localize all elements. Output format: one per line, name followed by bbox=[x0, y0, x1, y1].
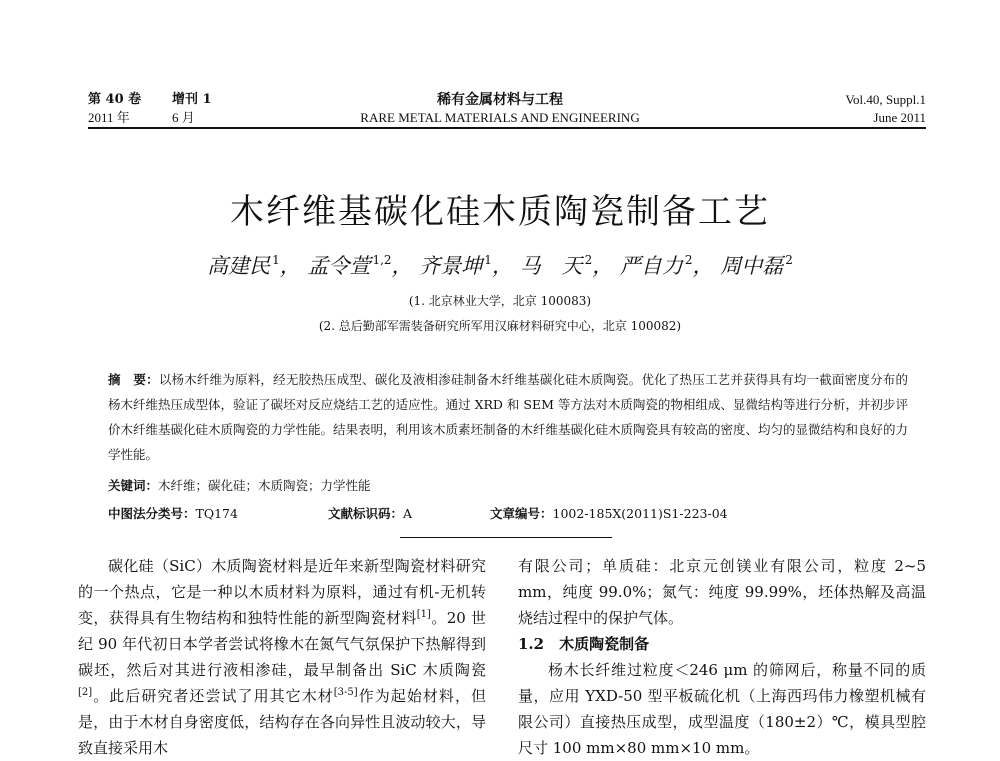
header-volume-en: Vol.40, Suppl.1 bbox=[845, 92, 926, 107]
article-number: 文章编号：1002-185X(2011)S1-223-04 bbox=[490, 506, 728, 521]
document-code: 文献标识码：A bbox=[328, 506, 413, 521]
body-paragraph: 有限公司；单质硅：北京元创镁业有限公司，粒度 2~5 mm，纯度 99.0%；氮气：纯度 99.99%，坯体热解及高温烧结过程中的保护气体。 bbox=[518, 557, 926, 627]
author: 高建民 $^1$ bbox=[207, 253, 280, 278]
header-issue: 增刊 1 bbox=[172, 92, 212, 107]
abstract bbox=[108, 367, 908, 467]
header-month: 6 月 bbox=[172, 110, 195, 125]
author-list: 高建民 $^1$， 孟令萱 $^{1,2}$， 齐景坤 $^1$， 马 天 $^2$， 严自力 $^2$， 周中磊 $^2$ bbox=[207, 253, 793, 278]
abstract-text: 以杨木纤维为原料，经无胶热压成型、碳化及液相渗硅制备木纤维基碳化硅木质陶瓷。优化了热压工艺并获得具有均一截面密度分布的杨木纤维热压成型体，验证了碳坯对反应烧结工艺的适应性。通过 XRD 和 SEM 等方法对木质陶瓷的物相组成、显微结构等进行分析，并初步评价木纤维基碳化硅木质陶瓷的力学性能。结果表明，利用该木质素坯制备的木纤维基碳化硅木质陶瓷具有较高的密度、均匀的显微结构和良好的力学性能。 bbox=[108, 372, 909, 462]
citation: [3-5] bbox=[333, 687, 358, 698]
separator-rule bbox=[400, 537, 612, 538]
journal-title-en: RARE METAL MATERIALS AND ENGINEERING bbox=[360, 110, 640, 125]
body-column-left bbox=[78, 553, 486, 761]
author: 严自力 $^2$ bbox=[619, 253, 693, 278]
affiliation-2: (2. 总后勤部军需装备研究所军用汉麻材料研究中心，北京 100082) bbox=[318, 319, 682, 333]
header-rule bbox=[88, 127, 926, 129]
affiliation-1: (1. 北京林业大学，北京 100083) bbox=[408, 294, 592, 308]
journal-title-cn: 稀有金属材料与工程 bbox=[437, 92, 563, 108]
author: 孟令萱 $^{1,2}$ bbox=[307, 253, 392, 278]
abstract-label: 摘 要： bbox=[108, 372, 159, 387]
author: 齐景坤 $^1$ bbox=[419, 253, 492, 278]
body-column-right bbox=[518, 553, 926, 761]
citation: [1] bbox=[416, 609, 431, 620]
keywords-text: 木纤维；碳化硅；木质陶瓷；力学性能 bbox=[158, 478, 371, 493]
section-heading: 1.2 木质陶瓷制备 bbox=[518, 635, 650, 653]
paper-title: 木纤维基碳化硅木质陶瓷制备工艺 bbox=[230, 192, 770, 232]
author: 周中磊 $^2$ bbox=[720, 253, 793, 278]
citation: [2] bbox=[78, 687, 93, 698]
header-date-en: June 2011 bbox=[873, 110, 926, 125]
keywords-label: 关键词： bbox=[108, 478, 159, 493]
header-volume: 第 40 卷 bbox=[88, 92, 142, 107]
keywords bbox=[108, 478, 371, 494]
header-year: 2011 年 bbox=[88, 110, 130, 125]
body-paragraph: 碳化硅（SiC）木质陶瓷材料是近年来新型陶瓷材料研究的一个热点，它是一种以木质材料为原料，通过有机-无机转变，获得具有生物结构和独特性能的新型陶瓷材料[1]。20 世纪 90 年代初日本学者尝试将橡木在氮气气氛保护下热解得到碳坯，然后对其进行液相渗硅，最早制备出 SiC 木质陶瓷[2]。此后研究者还尝试了用其它木材[3-5]作为起始材料，但是，由于木材自身密度低，结构存在各向异性且波动较大，导致直接采用木 bbox=[78, 557, 486, 757]
body-paragraph: 杨木长纤维过粒度＜246 μm 的筛网后，称量不同的质量，应用 YXD-50 型平板硫化机（上海西玛伟力橡塑机械有限公司）直接热压成型，成型温度（180±2）℃，模具型腔尺寸 100 mm×80 mm×10 mm。 bbox=[518, 661, 926, 757]
author: 马 天 $^2$ bbox=[519, 253, 593, 278]
clc-number: 中图法分类号：TQ174 bbox=[108, 506, 238, 521]
